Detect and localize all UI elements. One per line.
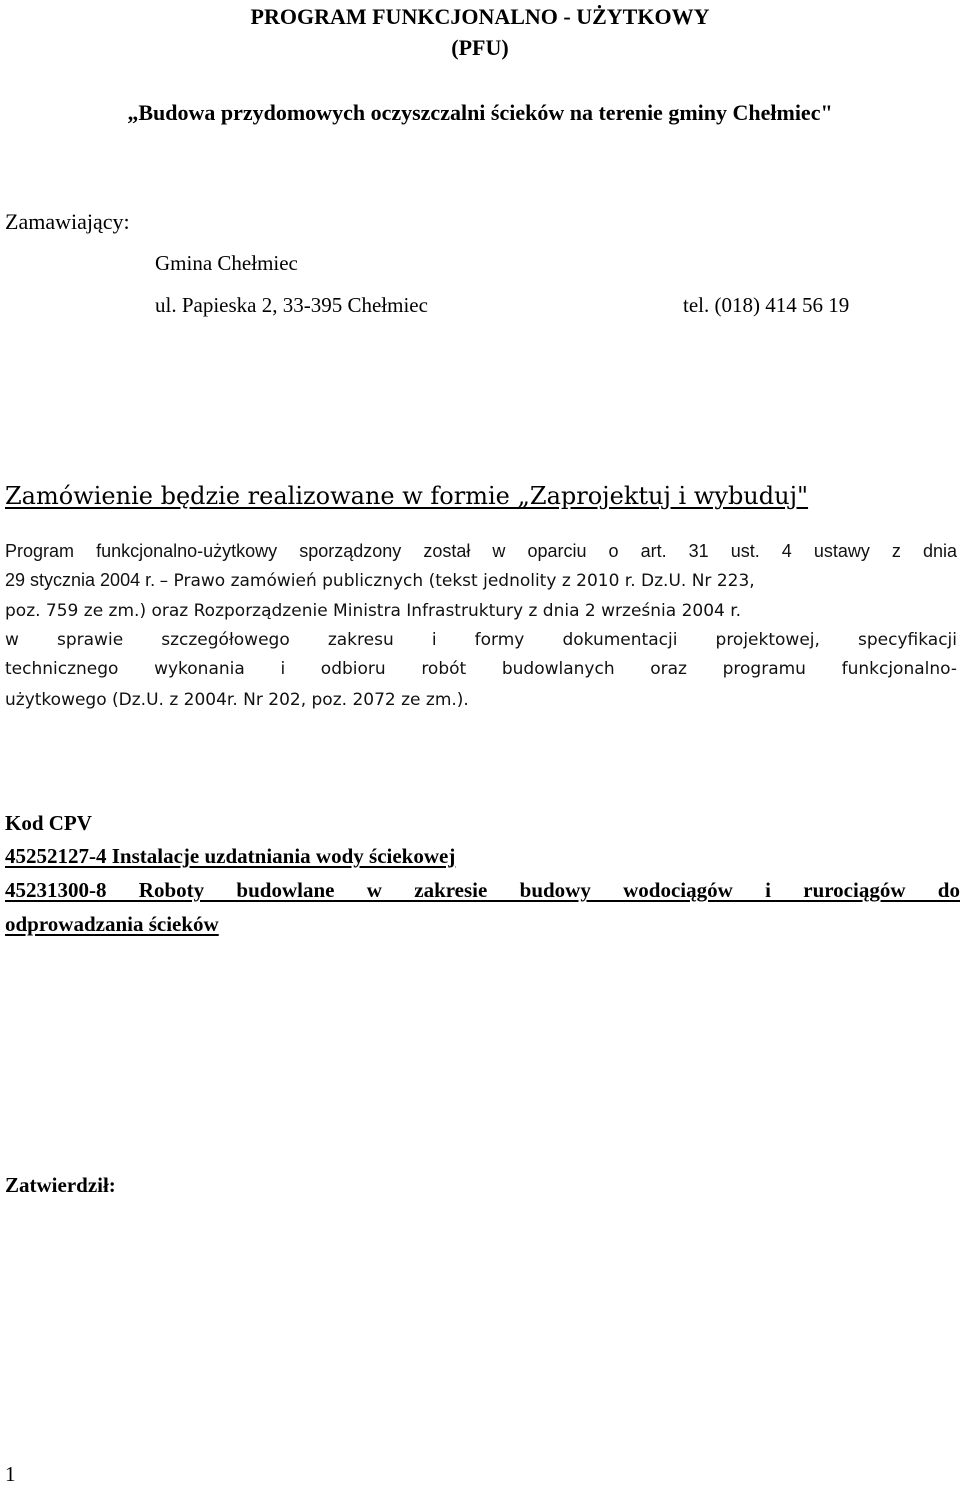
cpv-code-1: 45252127-4 Instalacje uzdatniania wody ściekowej [5, 844, 456, 868]
approved-by-label: Zatwierdził: [5, 1173, 116, 1197]
cpv-code-2-line-1: 45231300-8 Roboty budowlane w zakresie budowy wodociągów i rurociągów do [5, 878, 960, 902]
legal-line-3-regulation: ) oraz Rozporządzenie Ministra Infrastruktury z dnia 2 września 2004 r. [139, 601, 742, 621]
legal-line-6 [5, 685, 957, 716]
contractor-address: ul. Papieska 2, 33-395 Chełmiec [155, 293, 428, 317]
legal-line-2 [5, 566, 957, 597]
legal-line-1: Program funkcjonalno-użytkowy sporządzony został w oparciu o art. 31 ust. 4 ustawy z dnia [5, 541, 957, 561]
page-number: 1 [5, 1462, 16, 1486]
legal-line-2-act: – Prawo zamówień publicznych (tekst jednolity z 2010 r. Dz.U. Nr 223, [159, 571, 755, 591]
project-name: „Budowa przydomowych oczyszczalni ścieków na terenie gminy Chełmiec" [127, 100, 833, 125]
legal-line-3 [5, 596, 957, 627]
legal-line-4: w sprawie szczegółowego zakresu i formy dokumentacji projektowej, specyfikacji [5, 630, 957, 650]
procurement-mode-heading: Zamówienie będzie realizowane w formie „Zaprojektuj i wybuduj" [5, 482, 809, 510]
contractor-name: Gmina Chełmiec [155, 251, 298, 275]
legal-line-6-text: użytkowego (Dz.U. z 2004r. Nr 202, poz. 2072 ze zm.). [5, 690, 469, 710]
legal-line-2-date: 29 stycznia 2004 r. [5, 570, 156, 590]
document-title: PROGRAM FUNKCJONALNO - UŻYTKOWY [250, 4, 710, 29]
document-subtitle: (PFU) [451, 35, 509, 60]
legal-line-3-ref: poz. 759 ze zm. [5, 601, 140, 621]
contractor-label: Zamawiający: [5, 209, 130, 234]
contractor-phone: tel. (018) 414 56 19 [683, 293, 850, 317]
cpv-heading: Kod CPV [5, 811, 92, 835]
cpv-code-2-line-2: odprowadzania ścieków [5, 912, 219, 936]
legal-line-5: technicznego wykonania i odbioru robót budowlanych oraz programu funkcjonalno- [5, 659, 957, 679]
